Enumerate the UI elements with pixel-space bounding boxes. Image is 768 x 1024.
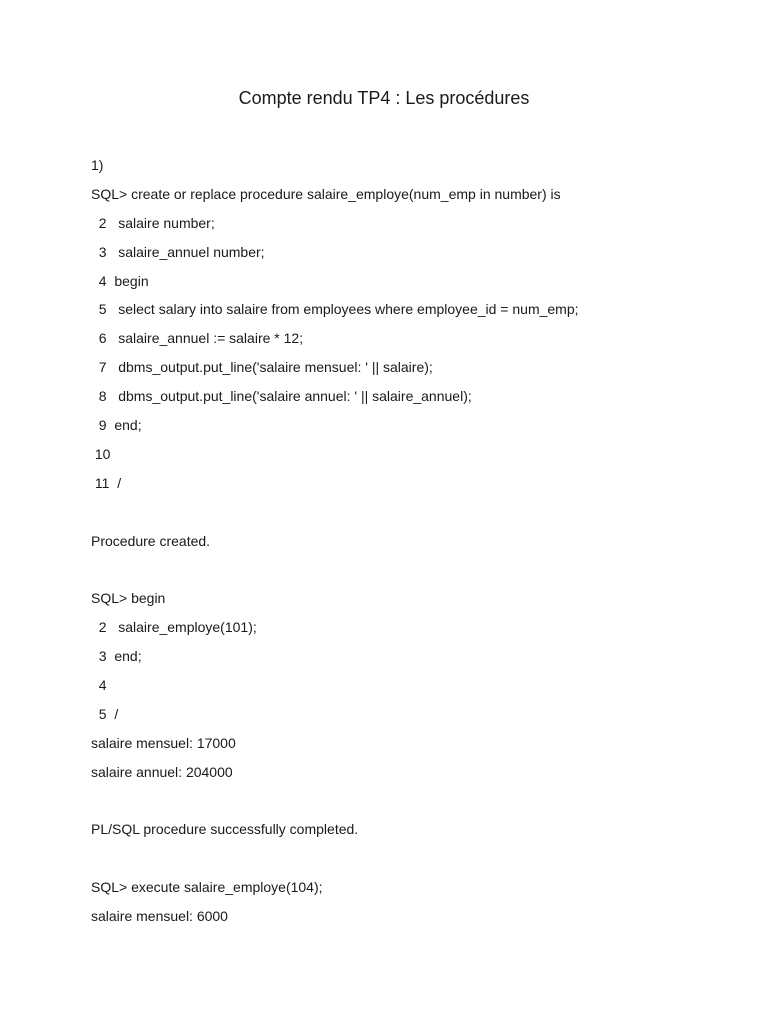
text-line: SQL> create or replace procedure salaire_employe(num_emp in number) is bbox=[91, 185, 561, 202]
text-line: 5 / bbox=[91, 705, 119, 722]
text-line: SQL> begin bbox=[91, 590, 166, 607]
text-line: 6 salaire_annuel := salaire * 12; bbox=[91, 330, 304, 347]
document-body bbox=[91, 155, 731, 935]
text-line: Procedure created. bbox=[91, 532, 211, 549]
text-line: 8 dbms_output.put_line('salaire annuel: ' || salaire_annuel); bbox=[91, 388, 472, 405]
blank-line bbox=[91, 791, 731, 820]
text-line: salaire mensuel: 6000 bbox=[91, 908, 228, 925]
text-line: 2 salaire number; bbox=[91, 214, 215, 231]
text-line: 10 bbox=[91, 445, 111, 462]
blank-line bbox=[91, 502, 731, 531]
text-line: 4 bbox=[91, 677, 107, 694]
text-line: 7 dbms_output.put_line('salaire mensuel: ' || salaire); bbox=[91, 359, 433, 376]
text-line: 4 begin bbox=[91, 272, 149, 289]
text-line: salaire mensuel: 17000 bbox=[91, 734, 236, 751]
text-line: 9 end; bbox=[91, 417, 142, 434]
text-line: 3 salaire_annuel number; bbox=[91, 243, 265, 260]
text-line: 3 end; bbox=[91, 648, 142, 665]
document-title: Compte rendu TP4 : Les procédures bbox=[238, 88, 530, 108]
text-line: salaire annuel: 204000 bbox=[91, 763, 233, 780]
text-line: PL/SQL procedure successfully completed. bbox=[91, 821, 359, 838]
blank-line bbox=[91, 848, 731, 877]
text-line: 2 salaire_employe(101); bbox=[91, 619, 257, 636]
text-line: 5 select salary into salaire from employees where employee_id = num_emp; bbox=[91, 301, 579, 318]
text-line: 11 / bbox=[91, 474, 122, 491]
text-line: SQL> execute salaire_employe(104); bbox=[91, 879, 323, 896]
blank-line bbox=[91, 559, 731, 588]
text-line: 1) bbox=[91, 157, 104, 173]
